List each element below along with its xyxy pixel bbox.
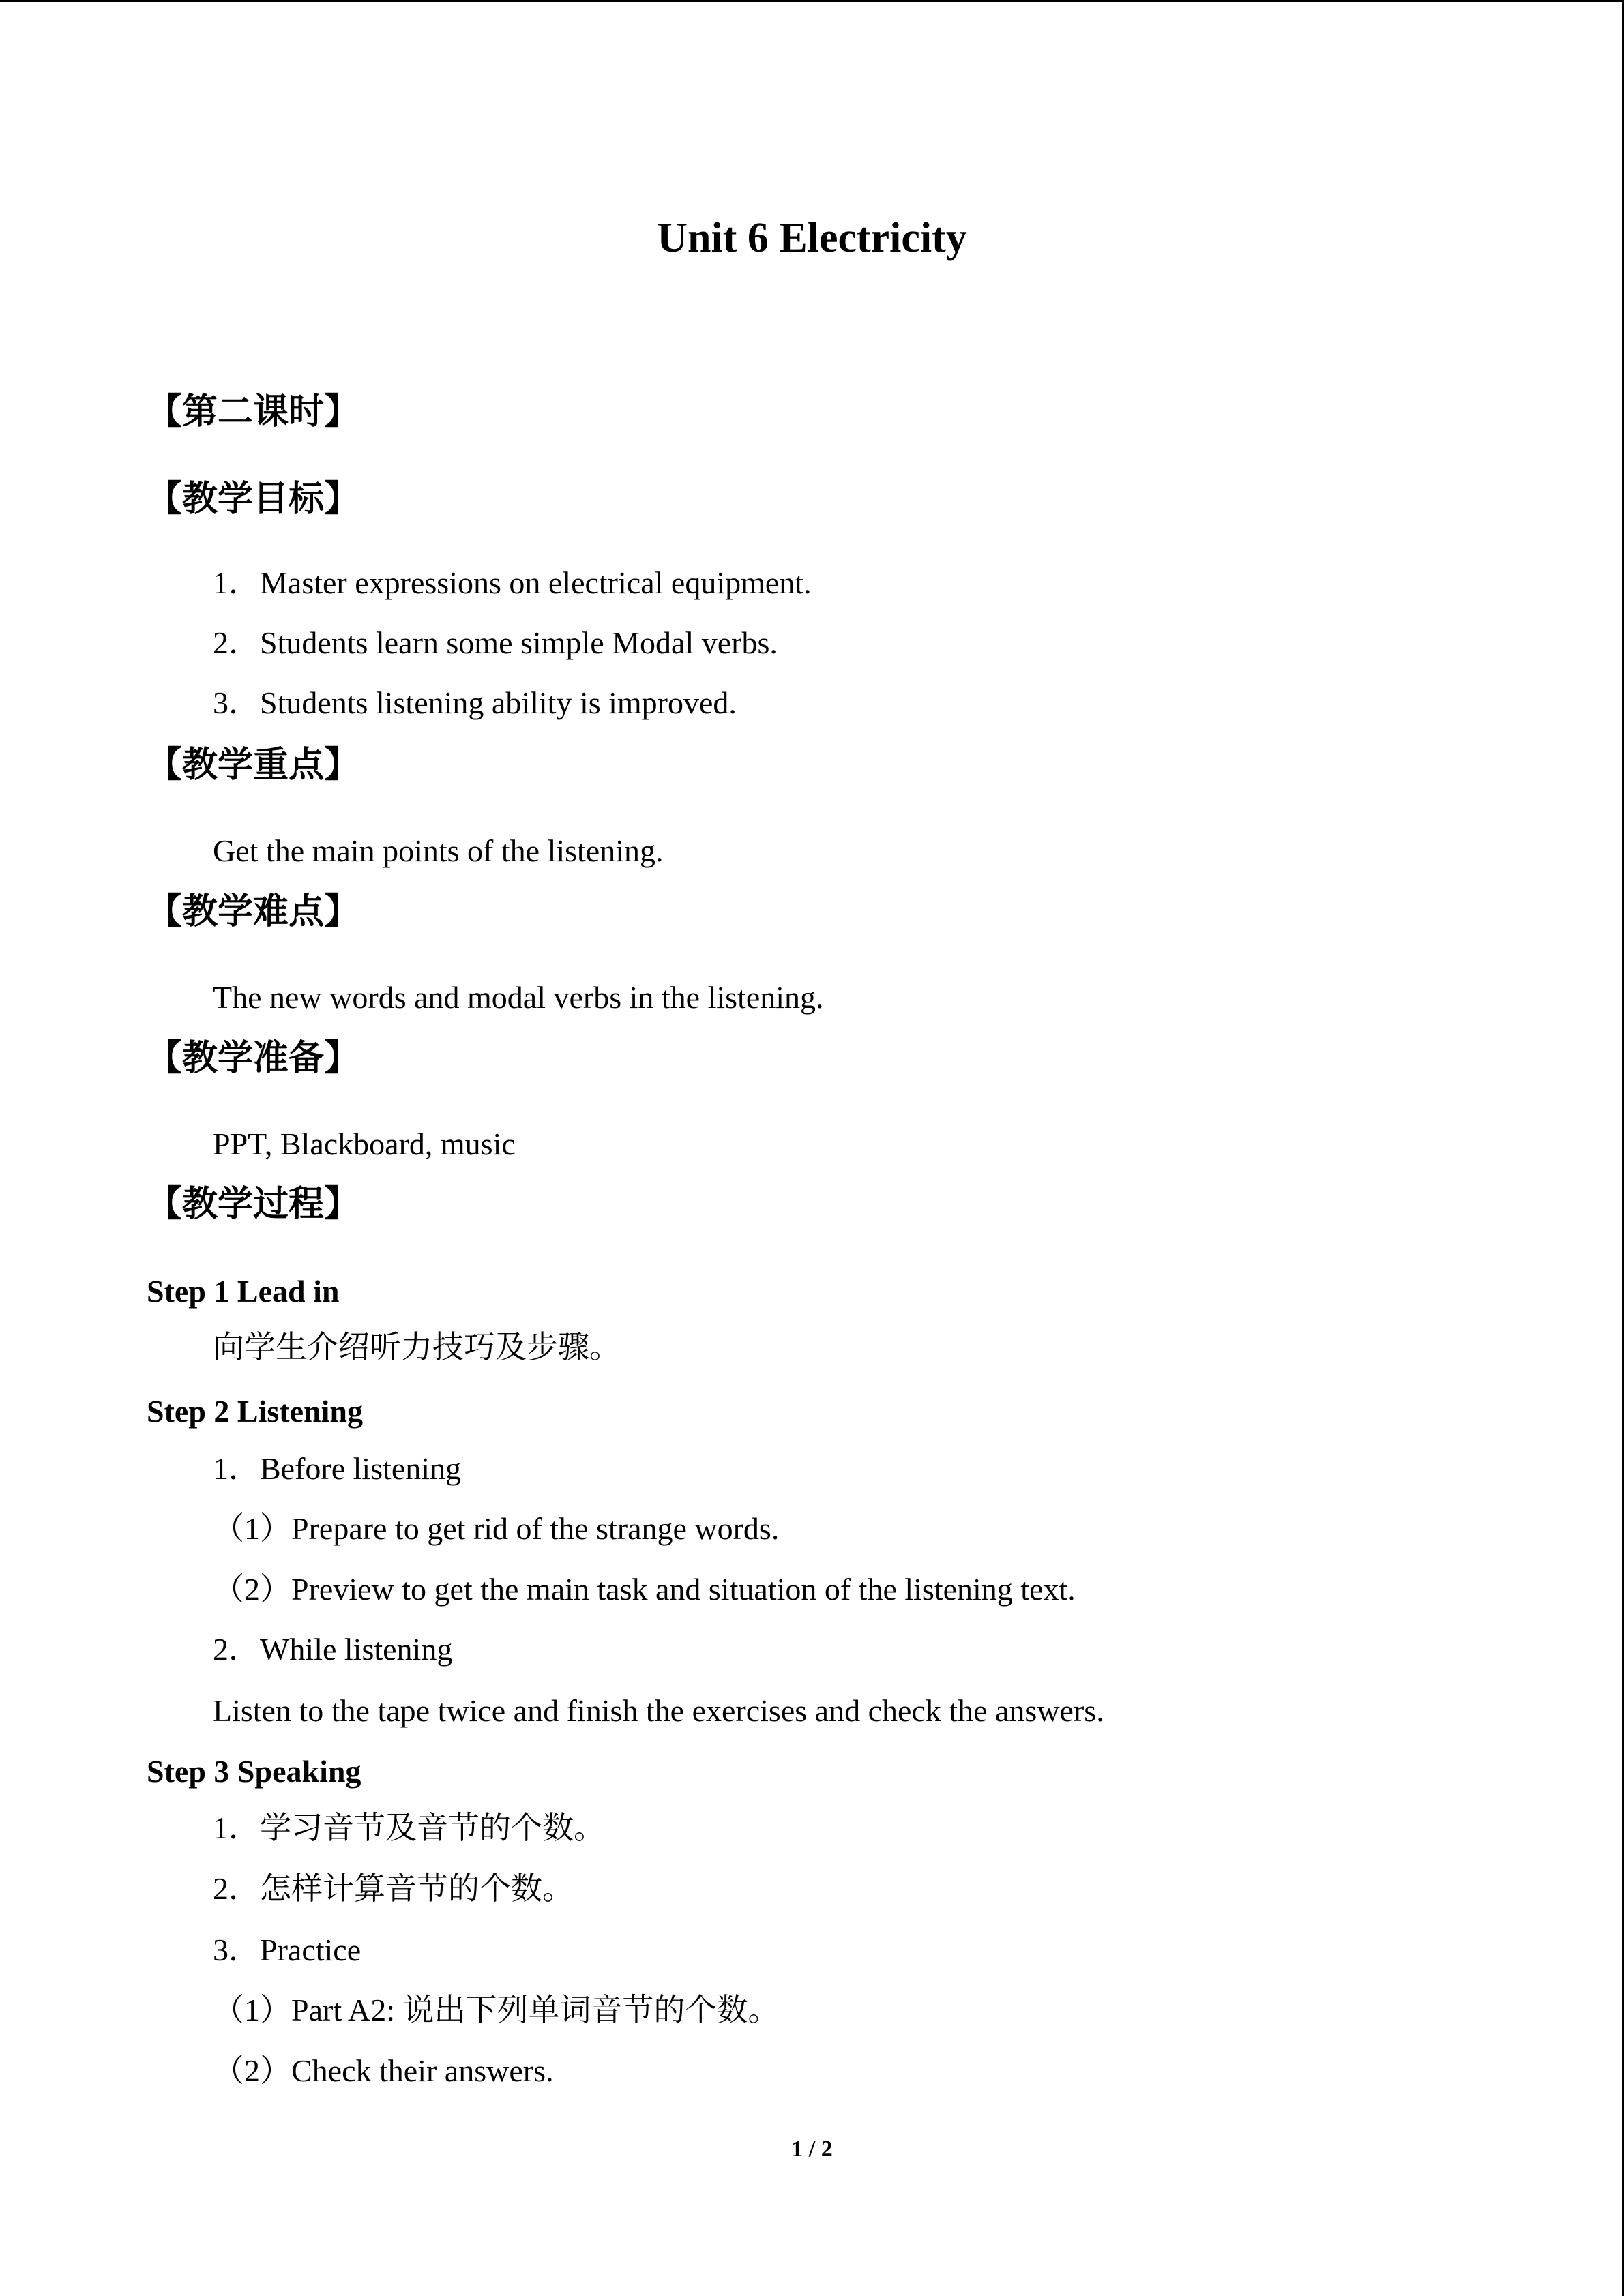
step-line: 2．While listening: [213, 1632, 453, 1667]
step-line: （1）Part A2: 说出下列单词音节的个数。: [213, 1993, 780, 2027]
page-number: 1 / 2: [791, 2136, 833, 2162]
section-heading-lesson: 【第二课时】: [147, 391, 360, 432]
page-top-border: [0, 0, 1624, 2]
section-heading-difficulties: 【教学难点】: [147, 891, 360, 932]
preparation-text: PPT, Blackboard, music: [213, 1127, 516, 1161]
objective-item: 3．Students listening ability is improved.: [213, 685, 737, 720]
step-line: （2）Preview to get the main task and situation of the listening text.: [213, 1572, 1076, 1607]
step-line: 1．Before listening: [213, 1451, 462, 1486]
step-line: 3．Practice: [213, 1933, 361, 1967]
section-heading-preparation: 【教学准备】: [147, 1038, 360, 1079]
section-heading-objectives: 【教学目标】: [147, 479, 360, 520]
step-line: Listen to the tape twice and finish the exercises and check the answers.: [213, 1693, 1104, 1728]
objective-item: 1．Master expressions on electrical equipment.: [213, 565, 812, 600]
step-heading: Step 3 Speaking: [147, 1754, 361, 1789]
step-line: 向学生介绍听力技巧及步骤。: [213, 1330, 621, 1365]
step-line: 2．怎样计算音节的个数。: [213, 1871, 574, 1906]
objective-item: 2．Students learn some simple Modal verbs.: [213, 625, 778, 660]
step-heading: Step 2 Listening: [147, 1394, 363, 1429]
step-heading: Step 1 Lead in: [147, 1274, 340, 1309]
section-heading-key-points: 【教学重点】: [147, 745, 360, 786]
step-line: （2）Check their answers.: [213, 2053, 554, 2088]
step-line: 1．学习音节及音节的个数。: [213, 1810, 605, 1845]
difficulties-text: The new words and modal verbs in the listening.: [213, 980, 824, 1015]
section-heading-process: 【教学过程】: [147, 1184, 360, 1225]
document-title: Unit 6 Electricity: [657, 215, 967, 261]
key-points-text: Get the main points of the listening.: [213, 833, 664, 868]
step-line: （1）Prepare to get rid of the strange words.: [213, 1511, 780, 1546]
